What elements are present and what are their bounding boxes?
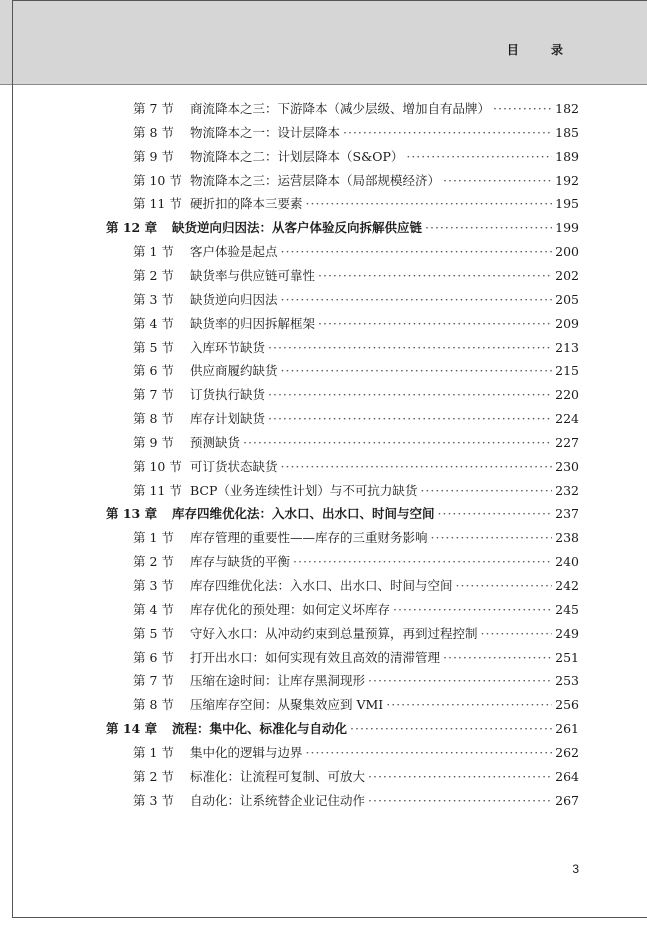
dot-leader	[420, 482, 552, 500]
dot-leader	[368, 792, 552, 810]
dot-leader	[268, 386, 552, 404]
dot-leader	[306, 195, 553, 213]
entry-title: 自动化：让系统替企业记住动作	[190, 792, 366, 808]
dot-leader	[343, 124, 552, 142]
entry-title: 缺货逆向归因法	[190, 291, 278, 307]
entry-title: 商流降本之三：下游降本（减少层级、增加自有品牌）	[190, 101, 491, 116]
entry-number: 第 7 节	[133, 101, 174, 116]
entry-page-number: 267	[555, 792, 579, 808]
entry-number: 第 7 节	[133, 387, 174, 403]
entry-number: 第 7 节	[133, 673, 174, 689]
entry-title: 库存四维优化法：入水口、出水口、时间与空间	[190, 578, 453, 593]
toc-section-entry[interactable]	[0, 362, 579, 380]
entry-title: 订货执行缺货	[190, 387, 266, 403]
entry-title: 集中化的逻辑与边界	[190, 744, 303, 760]
entry-title: 物流降本之一：设计层降本	[190, 124, 341, 140]
toc-section-entry[interactable]	[0, 458, 579, 476]
dot-leader	[350, 720, 552, 738]
toc-section-entry[interactable]	[0, 124, 579, 142]
toc-section-entry[interactable]	[0, 696, 579, 714]
toc-section-entry[interactable]	[0, 744, 579, 762]
dot-leader	[386, 696, 552, 714]
entry-page-number: 238	[555, 530, 579, 546]
entry-title: 守好入水口：从冲动约束到总量预算，再到过程控制	[190, 625, 478, 641]
entry-title: 库存与缺货的平衡	[190, 554, 291, 570]
entry-page-number: 230	[555, 458, 579, 474]
dot-leader	[438, 505, 553, 523]
bottom-border	[12, 917, 647, 918]
entry-page-number: 261	[555, 721, 579, 737]
toc-section-entry[interactable]	[0, 625, 579, 643]
entry-title: 缺货率的归因拆解框架	[190, 315, 316, 331]
entry-number: 第 4 节	[133, 315, 174, 331]
entry-title: 标准化：让流程可复制、可放大	[190, 768, 366, 784]
entry-page-number: 213	[555, 339, 579, 355]
entry-page-number: 199	[555, 220, 579, 236]
dot-leader	[425, 219, 552, 237]
entry-number: 第 1 节	[133, 530, 174, 546]
entry-number: 第 2 节	[133, 267, 174, 283]
dot-leader	[443, 649, 552, 667]
entry-number: 第 1 节	[133, 244, 174, 260]
entry-title: 压缩在途时间：让库存黑洞现形	[190, 673, 366, 689]
dot-leader	[318, 315, 552, 333]
entry-page-number: 232	[555, 482, 579, 498]
entry-page-number: 245	[555, 601, 579, 617]
entry-number: 第 2 节	[133, 554, 174, 570]
toc-section-entry[interactable]	[0, 195, 579, 213]
entry-page-number: 220	[555, 387, 579, 403]
entry-page-number: 227	[555, 434, 579, 450]
dot-leader	[368, 768, 552, 786]
toc-section-entry[interactable]	[0, 649, 579, 667]
entry-page-number: 185	[555, 124, 579, 140]
entry-title: 可订货状态缺货	[190, 458, 278, 474]
entry-number: 第 14 章	[106, 721, 158, 737]
entry-title: 缺货率与供应链可靠性	[190, 267, 316, 283]
dot-leader	[243, 434, 552, 452]
toc-section-entry[interactable]	[0, 243, 579, 261]
entry-number: 第 5 节	[133, 625, 174, 641]
dot-leader	[481, 625, 553, 643]
entry-number: 第 9 节	[133, 434, 174, 450]
entry-page-number: 237	[555, 506, 579, 522]
dot-leader	[318, 267, 552, 285]
entry-page-number: 195	[555, 196, 579, 212]
dot-leader	[281, 458, 553, 476]
entry-title: 物流降本之三：运营层降本（局部规模经济）	[190, 172, 441, 188]
dot-leader	[281, 243, 553, 261]
toc-section-entry[interactable]	[0, 601, 579, 619]
entry-title: 库存管理的重要性——库存的三重财务影响	[190, 530, 428, 546]
toc-section-entry[interactable]	[0, 768, 579, 786]
dot-leader	[431, 529, 553, 547]
entry-number: 第 10 节	[133, 458, 182, 474]
dot-leader	[456, 577, 553, 595]
toc-section-entry[interactable]	[0, 315, 579, 333]
entry-title: 库存计划缺货	[190, 411, 266, 427]
entry-number: 第 11 节	[133, 482, 182, 498]
entry-page-number: 209	[555, 315, 579, 331]
toc-section-entry[interactable]	[0, 792, 579, 810]
dot-leader	[443, 172, 552, 190]
dot-leader	[393, 601, 552, 619]
top-border	[12, 0, 647, 1]
entry-page-number: 202	[555, 267, 579, 283]
entry-number: 第 3 节	[133, 792, 174, 808]
toc-section-entry[interactable]	[0, 339, 579, 357]
dot-leader	[493, 100, 552, 118]
entry-number: 第 3 节	[133, 291, 174, 307]
dot-leader	[293, 553, 552, 571]
entry-page-number: 242	[555, 578, 579, 593]
entry-title: 缺货逆向归因法：从客户体验反向拆解供应链	[172, 220, 423, 236]
entry-title: 物流降本之二：计划层降本（S&OP）	[190, 148, 404, 164]
toc-section-entry[interactable]	[0, 577, 579, 595]
entry-page-number: 251	[555, 649, 579, 665]
entry-page-number: 240	[555, 554, 579, 570]
toc-section-entry[interactable]	[0, 100, 579, 118]
entry-number: 第 13 章	[106, 506, 158, 522]
toc-section-entry[interactable]	[0, 553, 579, 571]
entry-page-number: 224	[555, 411, 579, 427]
entry-number: 第 1 节	[133, 744, 174, 760]
entry-number: 第 11 节	[133, 196, 182, 212]
entry-number: 第 8 节	[133, 697, 174, 713]
entry-page-number: 256	[555, 697, 579, 713]
page-number: 3	[572, 862, 579, 876]
entry-number: 第 4 节	[133, 601, 174, 617]
dot-leader	[281, 291, 553, 309]
toc-section-entry[interactable]	[0, 672, 579, 690]
entry-page-number: 182	[555, 101, 579, 116]
toc-section-entry[interactable]	[0, 267, 579, 285]
entry-number: 第 8 节	[133, 124, 174, 140]
entry-title: 预测缺货	[190, 434, 241, 450]
toc-section-entry[interactable]	[0, 434, 579, 452]
entry-page-number: 253	[555, 673, 579, 689]
entry-title: 客户体验是起点	[190, 244, 278, 260]
toc-section-entry[interactable]	[0, 291, 579, 309]
entry-title: 打开出水口：如何实现有效且高效的清滞管理	[190, 649, 441, 665]
entry-title: 入库环节缺货	[190, 339, 266, 355]
dot-leader	[268, 339, 552, 357]
entry-title: 硬折扣的降本三要素	[190, 196, 303, 212]
toc-section-entry[interactable]	[0, 529, 579, 547]
entry-title: 流程：集中化、标准化与自动化	[172, 721, 348, 737]
dot-leader	[368, 672, 552, 690]
entry-number: 第 2 节	[133, 768, 174, 784]
toc-section-entry[interactable]	[0, 148, 579, 166]
toc-section-entry[interactable]	[0, 482, 579, 500]
entry-page-number: 264	[555, 768, 579, 784]
entry-page-number: 200	[555, 244, 579, 260]
entry-page-number: 215	[555, 363, 579, 379]
entry-title: 库存优化的预处理：如何定义坏库存	[190, 601, 391, 617]
entry-page-number: 189	[555, 148, 579, 164]
entry-title: 压缩库存空间：从聚集效应到 VMI	[190, 697, 384, 713]
entry-page-number: 262	[555, 744, 579, 760]
entry-title: BCP（业务连续性计划）与不可抗力缺货	[190, 482, 418, 498]
entry-title: 库存四维优化法：入水口、出水口、时间与空间	[172, 506, 435, 522]
entry-number: 第 12 章	[106, 220, 158, 236]
dot-leader	[281, 362, 553, 380]
entry-number: 第 8 节	[133, 411, 174, 427]
entry-number: 第 9 节	[133, 148, 174, 164]
entry-page-number: 249	[555, 625, 579, 641]
entry-number: 第 5 节	[133, 339, 174, 355]
running-head: 目 录	[506, 43, 577, 57]
entry-title: 供应商履约缺货	[190, 363, 278, 379]
toc-section-entry[interactable]	[0, 410, 579, 428]
dot-leader	[306, 744, 553, 762]
entry-page-number: 192	[555, 172, 579, 188]
toc-section-entry[interactable]	[0, 386, 579, 404]
entry-number: 第 3 节	[133, 578, 174, 593]
entry-number: 第 6 节	[133, 649, 174, 665]
toc-section-entry[interactable]	[0, 172, 579, 190]
entry-number: 第 10 节	[133, 172, 182, 188]
toc-chapter-entry[interactable]	[0, 219, 579, 237]
toc-chapter-entry[interactable]	[0, 505, 579, 523]
entry-page-number: 205	[555, 291, 579, 307]
dot-leader	[268, 410, 552, 428]
entry-number: 第 6 节	[133, 363, 174, 379]
toc-chapter-entry[interactable]	[0, 720, 579, 738]
dot-leader	[406, 148, 552, 166]
